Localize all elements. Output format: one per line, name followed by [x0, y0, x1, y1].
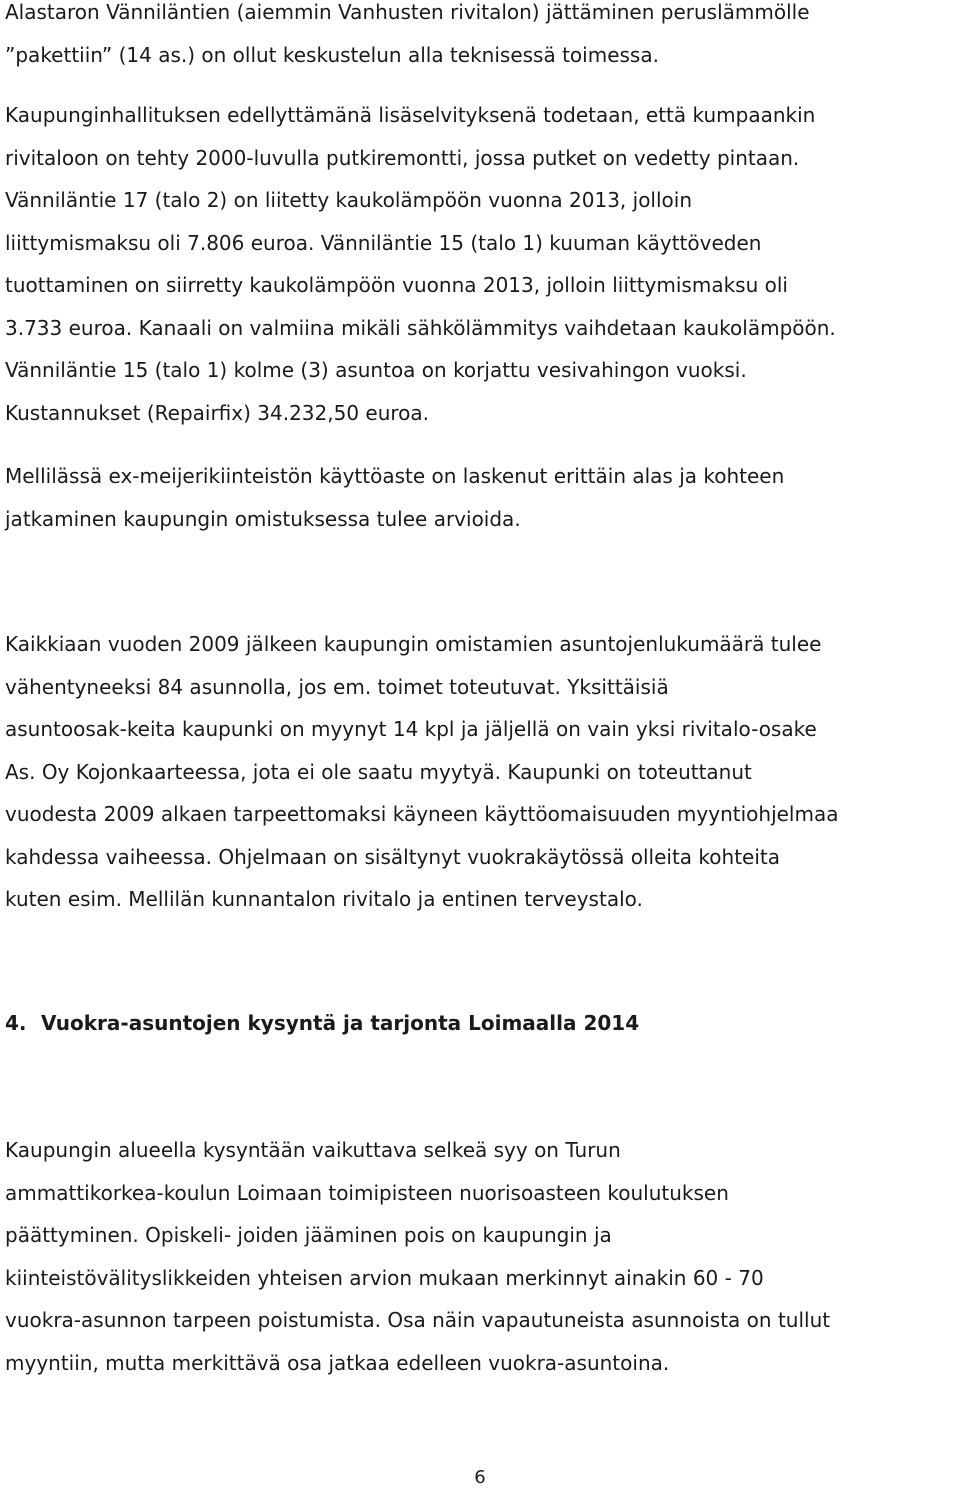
text-line: päättyminen. Opiskeli- joiden jääminen pois on kaupungin ja	[5, 1223, 612, 1247]
paragraph-kysynta	[5, 1129, 950, 1384]
text-line: vuokra-asunnon tarpeen poistumista. Osa näin vapautuneista asunnoista on tullut	[5, 1308, 831, 1332]
text-line: Vänniläntie 17 (talo 2) on liitetty kaukolämpöön vuonna 2013, jolloin	[5, 188, 693, 212]
text-line: Kaupungin alueella kysyntään vaikuttava selkeä syy on Turun	[5, 1138, 621, 1162]
text-line: vähentyneeksi 84 asunnolla, jos em. toimet toteutuvat. Yksittäisiä	[5, 674, 669, 699]
text-line: Kaikkiaan vuoden 2009 jälkeen kaupungin omistamien asuntojenlukumäärä tulee	[5, 632, 822, 656]
text-line: Alastaron Vänniläntien (aiemmin Vanhusten rivitalon) jättäminen peruslämmölle	[5, 0, 810, 24]
text-line: ”pakettiin” (14 as.) on ollut keskustelun alla teknisessä toimessa.	[5, 42, 659, 67]
paragraph-peruslampo	[5, 0, 950, 76]
page-number: 6	[474, 1467, 486, 1488]
text-line: tuottaminen on siirretty kaukolämpöön vuonna 2013, jolloin liittymismaksu oli	[5, 273, 788, 297]
section-title: Vuokra-asuntojen kysyntä ja tarjonta Loimaalla 2014	[41, 1011, 640, 1035]
text-line: liittymismaksu oli 7.806 euroa. Vänniläntie 15 (talo 1) kuuman käyttöveden	[5, 230, 762, 255]
text-line: Kaupunginhallituksen edellyttämänä lisäselvityksenä todetaan, että kumpaankin	[5, 103, 816, 127]
text-line: kiinteistövälityslikkeiden yhteisen arvion mukaan merkinnyt ainakin 60 - 70	[5, 1265, 764, 1290]
section-heading	[5, 1002, 639, 1045]
text-line: kuten esim. Mellilän kunnantalon rivitalo ja entinen terveystalo.	[5, 887, 643, 911]
text-line: asuntoosak-keita kaupunki on myynyt 14 kpl ja jäljellä on vain yksi rivitalo-osake	[5, 717, 817, 741]
text-line: Kustannukset (Repairfix) 34.232,50 euroa.	[5, 400, 430, 425]
text-line: myyntiin, mutta merkittävä osa jatkaa edelleen vuokra-asuntoina.	[5, 1350, 670, 1375]
text-line: rivitaloon on tehty 2000-luvulla putkiremontti, jossa putket on vedetty pintaan.	[5, 145, 800, 170]
text-line: jatkaminen kaupungin omistuksessa tulee arvioida.	[5, 506, 521, 531]
text-line: kahdessa vaiheessa. Ohjelmaan on sisältynyt vuokrakäytössä olleita kohteita	[5, 844, 780, 869]
text-line: Mellilässä ex-meijerikiinteistön käyttöaste on laskenut erittäin alas ja kohteen	[5, 464, 785, 488]
text-line: 3.733 euroa. Kanaali on valmiina mikäli sähkölämmitys vaihdetaan kaukolämpöön.	[5, 315, 836, 340]
text-line: ammattikorkea-koulun Loimaan toimipisteen nuorisoasteen koulutuksen	[5, 1180, 729, 1205]
text-line: As. Oy Kojonkaarteessa, jota ei ole saatu myytyä. Kaupunki on toteuttanut	[5, 759, 752, 784]
paragraph-lisaselvitys	[5, 94, 950, 434]
text-line: vuodesta 2009 alkaen tarpeettomaksi käyneen käyttöomaisuuden myyntiohjelmaa	[5, 802, 839, 826]
paragraph-asuntojen-lukumaara	[5, 623, 950, 921]
text-line: Vänniläntie 15 (talo 1) kolme (3) asuntoa on korjattu vesivahingon vuoksi.	[5, 358, 747, 382]
section-number: 4.	[5, 1011, 27, 1035]
paragraph-mellila	[5, 455, 950, 540]
